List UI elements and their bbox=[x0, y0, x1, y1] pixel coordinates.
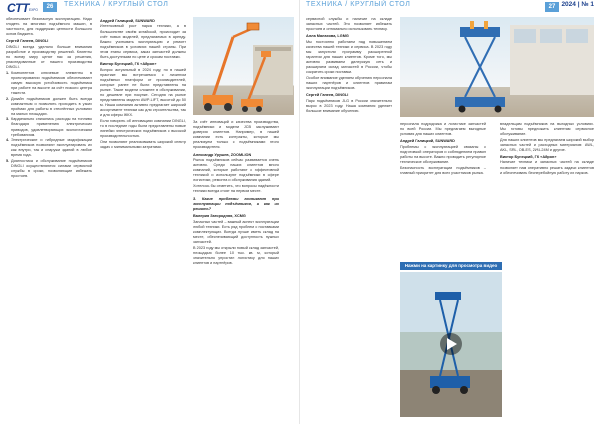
right-page bbox=[300, 0, 600, 424]
paragraph: Запасных частей – важный аспект эксплуатации любой техники. Есть ряд проблем с поставками комплектующих. Всегда лучше иметь склад на месте, обеспечивающий доступность нужных запчастей. bbox=[193, 219, 279, 245]
video-banner[interactable]: Нажми на картинку для просмотра видео bbox=[400, 262, 502, 270]
text-column-3 bbox=[193, 120, 279, 266]
list-item: 4. Электрические и гибридные модификации подъёмников позволяют эксплуатировать их как внутри, так и снаружи зданий в любое время года. bbox=[6, 138, 92, 158]
paragraph: Хотелось бы отметить, что вопросы надёжности техники всегда стоят на первом месте. bbox=[193, 183, 279, 193]
issue-number: 2024 | № 1 bbox=[561, 1, 594, 8]
paragraph: персонала подрядчика и логистике запчастей по всей России. Мы предлагаем выгодные условия для наших клиентов. bbox=[400, 122, 486, 137]
list-item: 5. Диагностика и обслуживание подъёмников DINGLI осуществляются силами сервисной службы в сроки, позволяющие избежать простоев. bbox=[6, 159, 92, 179]
author-signature: Сергей Гапеев, DINGLI bbox=[306, 93, 349, 98]
paragraph: обеспечивает безопасную эксплуатацию. Надо глядеть на многими подъёмного машин, в частности, для поддержки ценности большого основ бюджета. bbox=[6, 17, 92, 37]
magazine-logo-sub: EXPO bbox=[29, 8, 38, 12]
boom-lift-photo[interactable] bbox=[193, 17, 294, 115]
author-signature: Виктор Бунецкий, ГК «Айрон» bbox=[500, 154, 557, 159]
video-thumbnail[interactable] bbox=[400, 272, 502, 417]
page-number: 26 bbox=[43, 2, 57, 12]
paragraph: Мы постоянно работаем над повышением качества нашей техники и сервиса. В 2023 году мы запустили программу расширенной гарантии для наших клиентов. Кроме того, мы активно развиваем дилерскую сеть и расширяем склад запчастей в России, чтобы сократить сроки поставки. bbox=[306, 39, 392, 75]
question-heading: 3. Какие проблемы возникают при эксплуатации подъёмников, и как их решить? bbox=[193, 197, 279, 212]
paragraph: Интенсивный рост парка техники, а в большинстве своём китайской, происходит за счёт новых моделей, предлагаемых в аренду. Важно учитывать эксплуатацию и ремонт подъёмников в условиях нашей страны. При этом этапы сервиса, заказ запчастей должны быть доступными по цене и срокам поставки. bbox=[100, 24, 186, 60]
paragraph: владельцам подъёмников на выгодных условиях. Мы готовы предложить клиентам сервисное обслуживание. bbox=[500, 122, 594, 137]
list-item: 1. Компонентов ключевые элементы в проектировании подъёмников обеспечивают самую высокую устойчивость подъёмника при работе на высоте за счёт низкого центра тяжести. bbox=[6, 71, 92, 96]
paragraph: сервисной службы и наличие на складе запасных частей. Это позволяет избежать простоев и оптимально использовать технику. bbox=[306, 17, 392, 32]
paragraph: Безопасность эксплуатации подъёмников – главный приоритет для всех участников рынка. bbox=[400, 165, 486, 175]
paragraph: За счёт инноваций и качества производства, подъёмники и модели JCB заслуживают доверия клиентов. Например, в нашей компании есть контракты, которые мы реализуем только с подъёмниками этого производителя. bbox=[193, 120, 279, 150]
author-signature: Виктор Бунецкий, ГК «Айрон» bbox=[100, 62, 157, 67]
paragraph: Они позволяют реализовывать широкий спектр задач с минимальными затратами. bbox=[100, 139, 186, 149]
section-title: ТЕХНИКА / КРУГЛЫЙ СТОЛ bbox=[306, 1, 411, 8]
text-column-3 bbox=[500, 122, 594, 176]
list-item: 2. Дизайн подъёмников должен быть всегда компактным и позволять проходить в узких проёмах для работы в стеснённых условиях на малых площадях. bbox=[6, 97, 92, 117]
author-signature: Андрей Галицкий, SUNWARD bbox=[100, 19, 155, 23]
page-header bbox=[300, 0, 600, 16]
video-illustration bbox=[400, 272, 502, 417]
section-title: ТЕХНИКА / КРУГЛЫЙ СТОЛ bbox=[64, 1, 169, 8]
author-signature: Андрей Галицкий, SUNWARD bbox=[400, 139, 455, 144]
paragraph: DINGLI всегда уделяло больше внимания разработке и производству решений. Клиенты по всему миру ценят нас за решения, унаследованные от нашего производства DINGLI. bbox=[6, 44, 92, 70]
author-signature: Александр Урушев, ZOOMLION bbox=[193, 152, 252, 157]
paragraph: Парк подъёмников JLG в России значительно вырос в 2023 году. Наша компания уделяет большое внимание обучению. bbox=[306, 98, 392, 113]
text-column-2 bbox=[100, 17, 186, 150]
paragraph: Для наших клиентов мы предлагаем широкий выбор запасных частей и расходных материалов: AWL, AKL, SRL, OB-ES, 2ИЧ-24М и другие. bbox=[500, 137, 594, 152]
scissor-lift-illustration bbox=[400, 17, 594, 117]
boom-lift-illustration bbox=[193, 17, 294, 115]
author-signature: Алла Малахова, LGMG bbox=[306, 34, 349, 39]
page-header bbox=[0, 0, 300, 16]
paragraph: Наличие техники и запасных частей на складе позволяет нам оперативно решать задачи клиентов и обеспечивать бесперебойную работу их парков. bbox=[500, 160, 594, 175]
text-column-2 bbox=[400, 122, 486, 176]
page-number: 27 bbox=[545, 2, 559, 12]
author-signature: Сергей Гапеев, DINGLI bbox=[6, 39, 49, 44]
text-column-1 bbox=[6, 17, 92, 180]
paragraph: В 2023 году мы открыли новый склад запчастей, площадью более 10 тыс. кв. м, который значительно упростил логистику для наших клиентов и партнёров. bbox=[193, 245, 279, 265]
scissor-lift-photo[interactable] bbox=[400, 17, 594, 117]
text-column-1 bbox=[306, 17, 392, 114]
paragraph: Вопрос актуальный в 2024 году, но в нашей практике мы встречаемся с лизингом подъёмных платформ от производителей, которые ранее не были представлены на рынке. Такие модели сложнее в обслуживании, но дешевле при покупке. Сегодня на рынке представлены модели AWP-LIFT, высотой до 50 м. Наша компания активно предлагает широкий ассортимент техники как для строительства, так и для сферы ЖКХ. bbox=[100, 67, 186, 118]
author-signature: Валерия Загородняя, XCMG bbox=[193, 214, 246, 219]
paragraph: Проблемы с эксплуатацией связаны с подготовкой операторов и соблюдением правил работы на высоте. Важно проводить регулярное техническое обслуживание. bbox=[400, 144, 486, 165]
paragraph: Особое внимание уделяем обучению персонала наших партнёров и клиентов правилам эксплуатации подъёмников. bbox=[306, 75, 393, 90]
paragraph: Если говорить об инновациях компании DINGLI, то в последние годы были представлены новые линейки электрических подъёмников с высокой производительностью. bbox=[100, 118, 186, 139]
paragraph: Рынок подъёмников сейчас развивается очень активно. Среди наших клиентов много компаний, которые работают с эффективной техникой и используют подъёмники в сфере логистики, ремонта и обслуживания зданий. bbox=[193, 158, 279, 183]
list-item: 3. Кардинально снизились расходы на топливо благодаря применению электрических приводов, удовлетворяющих экологическим требованиям. bbox=[6, 117, 92, 137]
magazine-logo[interactable]: CTT bbox=[7, 1, 29, 15]
